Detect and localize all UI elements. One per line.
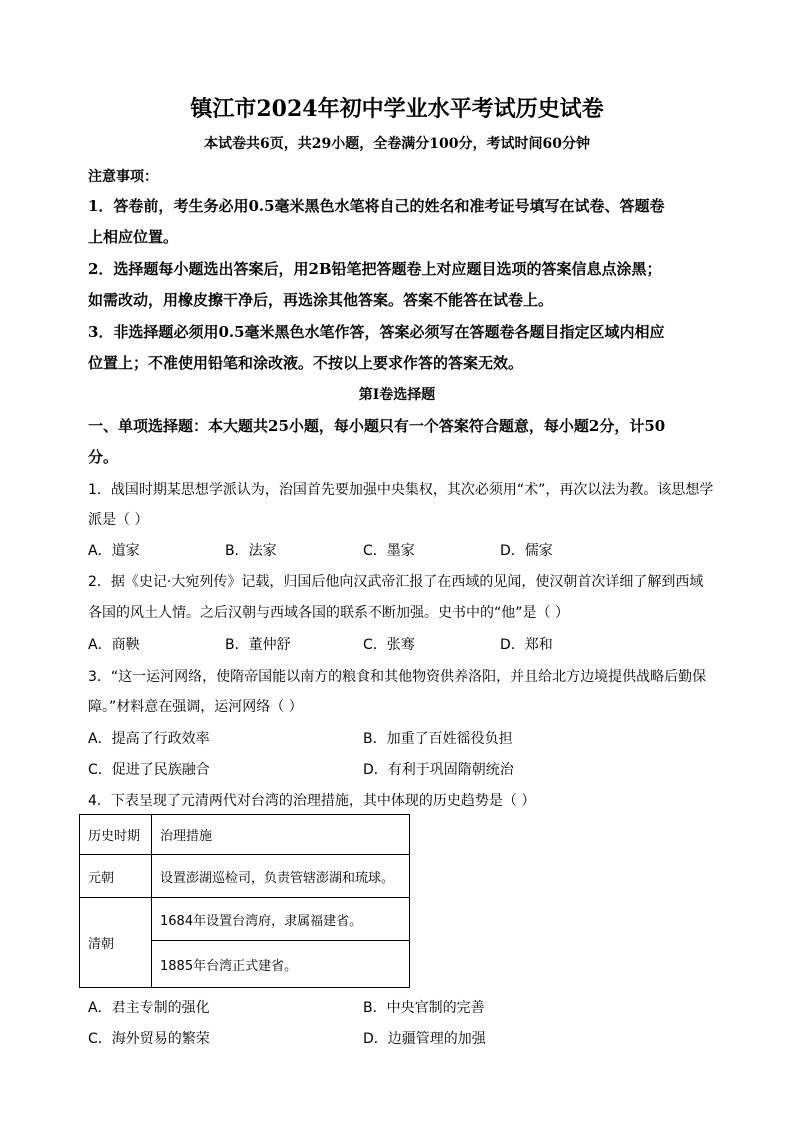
table-header-cell: 历史时期 [80, 815, 152, 855]
q4-option-d: D．边疆管理的加强 [363, 1031, 486, 1047]
q3-option-d: D．有利于巩固隋朝统治 [363, 762, 514, 778]
notice-line: 上相应位置。 [88, 228, 179, 246]
section-instructions: 一、单项选择题：本大题共25小题，每小题只有一个答案符合题意，每小题2分，计50 [88, 417, 666, 435]
question-4-stem: 4．下表呈现了元清两代对台湾的治理措施，其中体现的历史趋势是（ ） [88, 793, 536, 809]
q2-option-b: B．董仲舒 [225, 637, 291, 653]
notice-line: 1．答卷前，考生务必用0.5毫米黑色水笔将自己的姓名和准考证号填写在试卷、答题卷 [88, 197, 665, 215]
table-cell-period: 元朝 [80, 855, 152, 898]
q2-option-c: C．张骞 [363, 637, 415, 653]
notice-line: 位置上；不准使用铅笔和涂改液。不按以上要求作答的答案无效。 [88, 354, 524, 372]
table-header-row [80, 815, 410, 855]
table-cell-measure: 1684年设置台湾府，隶属福建省。 [152, 898, 410, 941]
governance-table [79, 814, 410, 988]
table-cell-period: 清朝 [80, 898, 152, 988]
notice-heading: 注意事项： [88, 169, 158, 185]
question-3-stem: 3．“这一运河网络，使隋帝国能以南方的粮食和其他物资供养洛阳，并且给北方边境提供战略后勤保 [88, 669, 707, 685]
q3-option-c: C．促进了民族融合 [88, 762, 210, 778]
q3-option-b: B．加重了百姓徭役负担 [363, 731, 513, 747]
table-cell-measure: 设置澎湖巡检司，负责管辖澎湖和琉球。 [152, 855, 410, 898]
section-instructions-cont: 分。 [88, 448, 119, 466]
notice-line: 3．非选择题必须用0.5毫米黑色水笔作答，答案必须写在答题卷各题目指定区域内相应 [88, 323, 665, 341]
table-row [80, 898, 410, 941]
q2-option-a: A．商鞅 [88, 637, 140, 653]
exam-subtitle: 本试卷共6页，共29小题，全卷满分100分，考试时间60分钟 [204, 136, 590, 152]
q1-option-a: A．道家 [88, 543, 140, 559]
table-header-cell: 治理措施 [152, 815, 410, 855]
q4-option-b: B．中央官制的完善 [363, 1000, 485, 1016]
notice-line: 如需改动，用橡皮擦干净后，再选涂其他答案。答案不能答在试卷上。 [88, 291, 554, 309]
notice-line: 2．选择题每小题选出答案后，用2B铅笔把答题卷上对应题目选项的答案信息点涂黑； [88, 260, 662, 278]
question-2-stem: 2．据《史记·大宛列传》记载，归国后他向汉武帝汇报了在西域的见闻，使汉朝首次详细了解到西域 [88, 574, 704, 590]
q4-option-c: C．海外贸易的繁荣 [88, 1031, 210, 1047]
table-cell-measure: 1885年台湾正式建省。 [152, 941, 410, 988]
question-3-stem-cont: 障。”材料意在强调，运河网络（ ） [88, 699, 303, 715]
exam-title: 镇江市2024年初中学业水平考试历史试卷 [190, 96, 604, 122]
section-title: 第Ⅰ卷选择题 [358, 387, 436, 403]
table-row [80, 855, 410, 898]
q3-option-a: A．提高了行政效率 [88, 731, 210, 747]
q1-option-d: D．儒家 [500, 543, 553, 559]
q1-option-b: B．法家 [225, 543, 277, 559]
q4-option-a: A．君主专制的强化 [88, 1000, 210, 1016]
question-1-stem-cont: 派是（ ） [88, 512, 149, 528]
question-1-stem: 1．战国时期某思想学派认为，治国首先要加强中央集权，其次必须用“术”，再次以法为教。该思想学 [88, 482, 714, 498]
question-2-stem-cont: 各国的风土人情。之后汉朝与西域各国的联系不断加强。史书中的“他”是（ ） [88, 605, 569, 621]
q1-option-c: C．墨家 [363, 543, 415, 559]
q2-option-d: D．郑和 [500, 637, 553, 653]
